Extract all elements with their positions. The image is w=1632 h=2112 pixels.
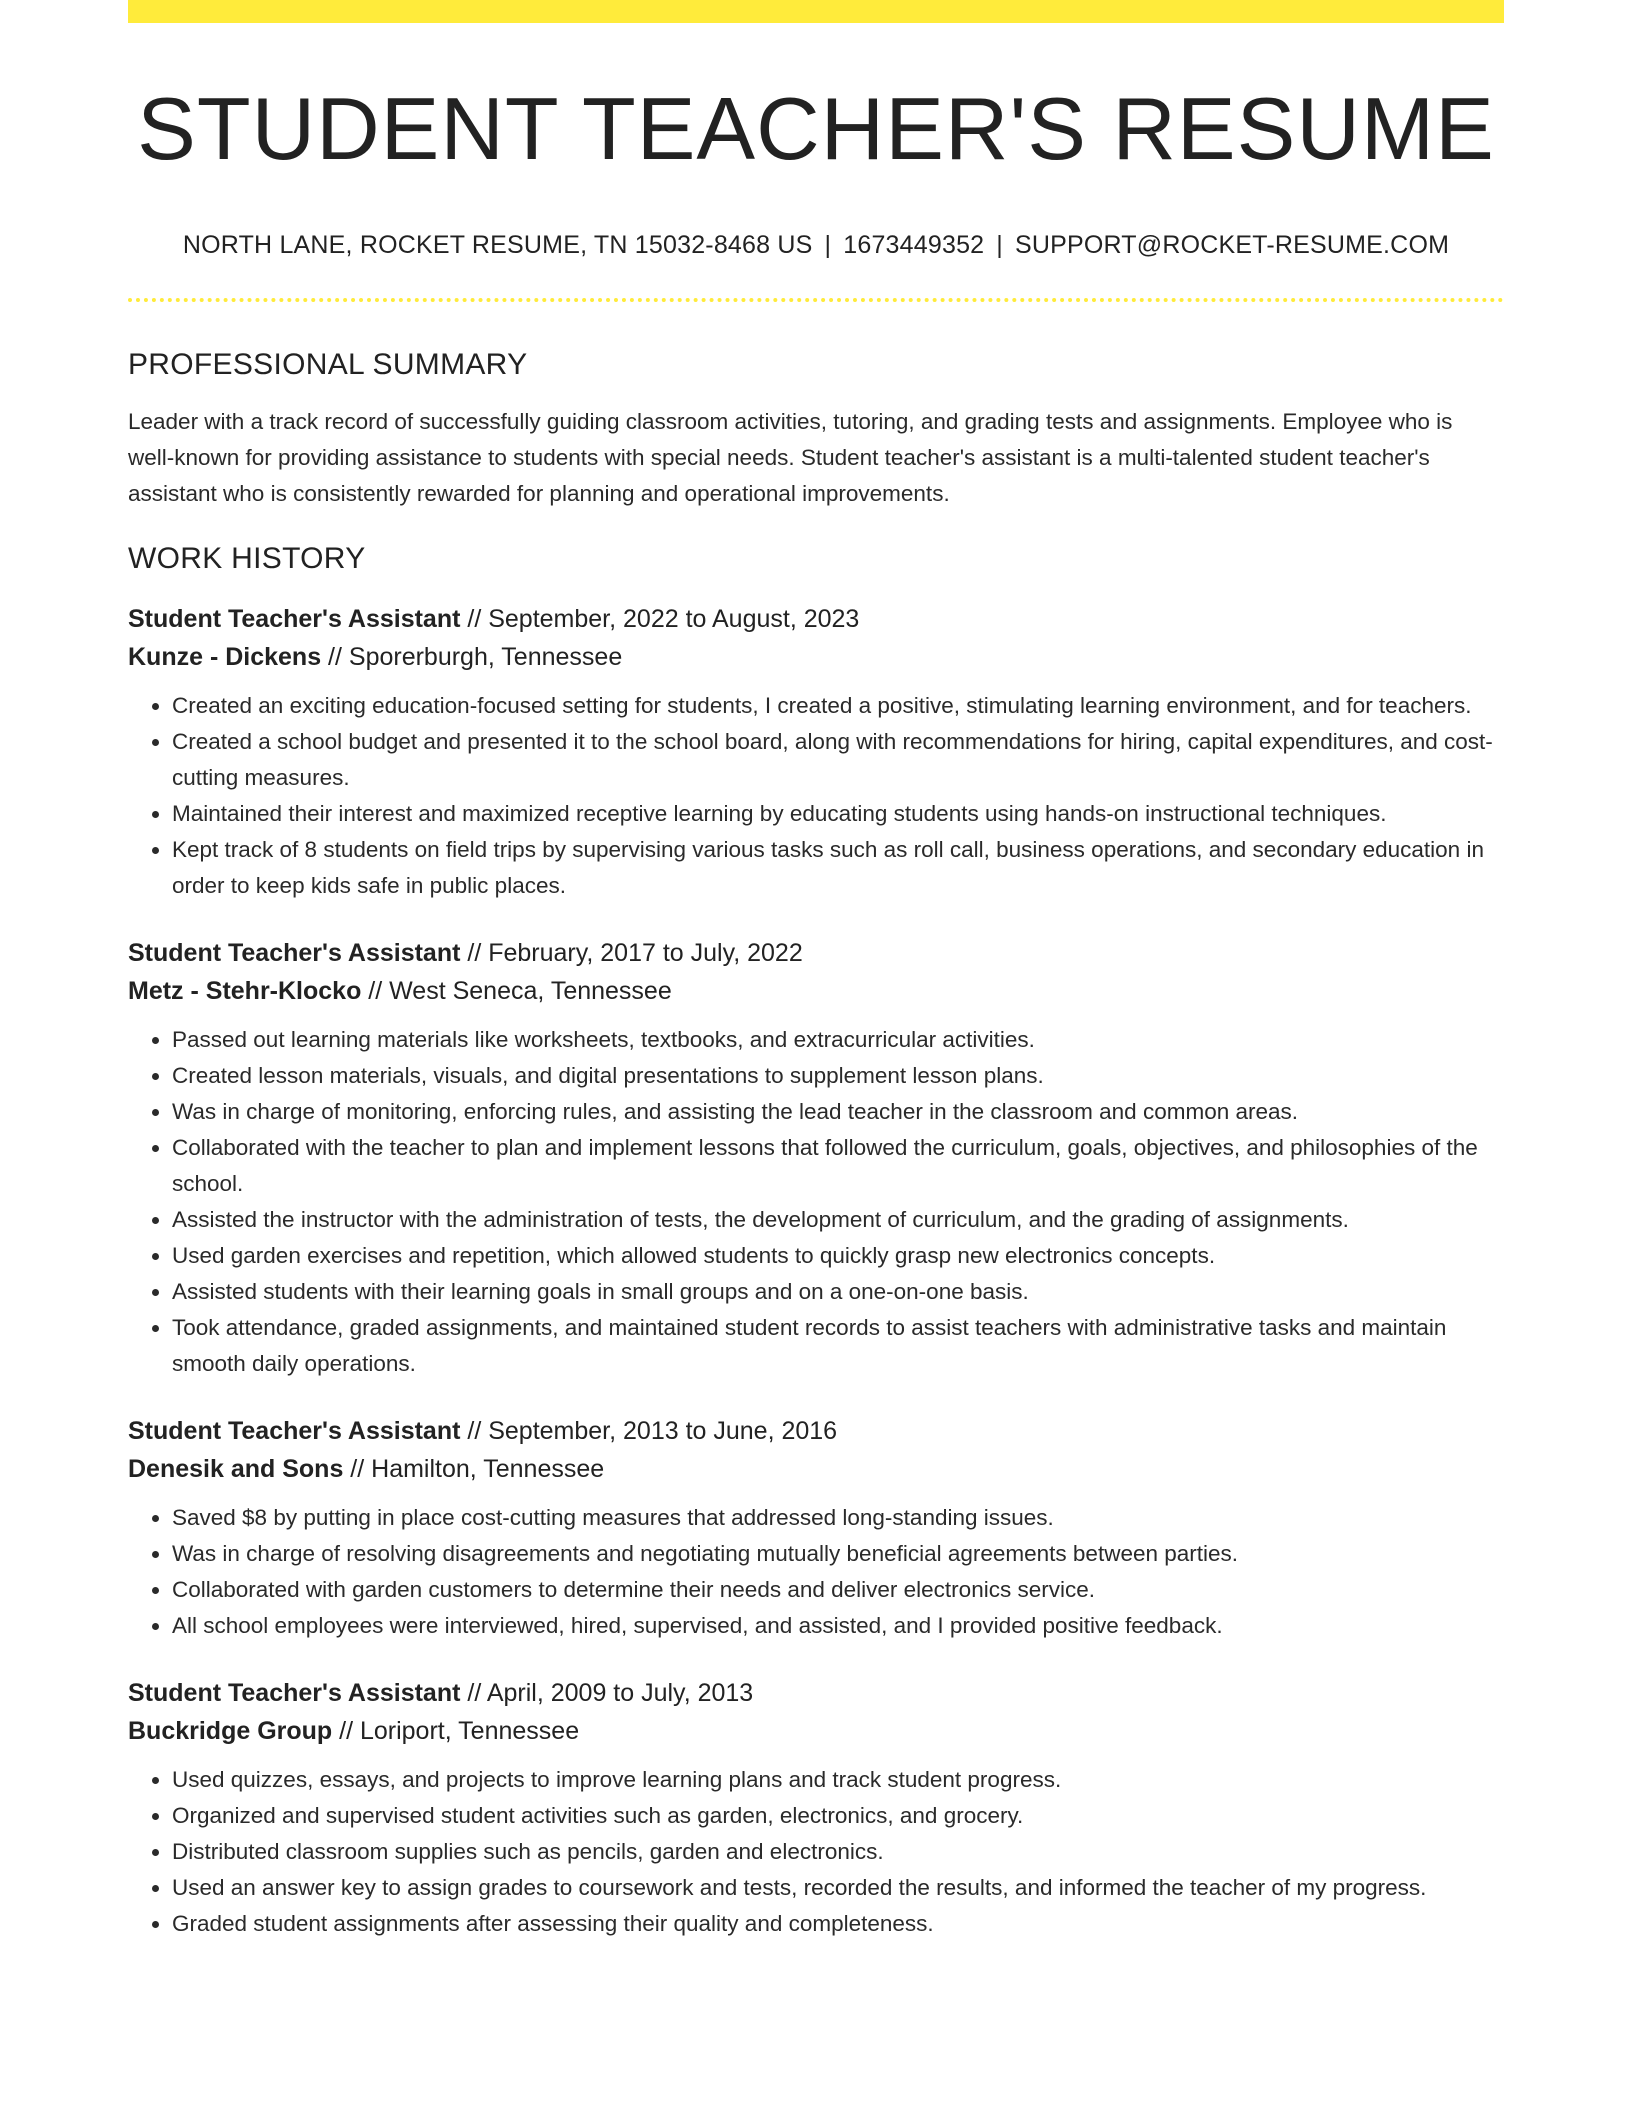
job-bullet: • Passed out learning materials like worksheets, textbooks, and extracurricular activities. <box>172 1022 1504 1058</box>
job-role: Student Teacher's Assistant <box>128 605 461 634</box>
work-history-list <box>128 600 1504 1942</box>
job-bullet: • Graded student assignments after assessing their quality and completeness. <box>172 1906 1504 1942</box>
contact-line <box>128 231 1504 260</box>
job-bullet-list <box>128 1022 1504 1382</box>
job-role: Student Teacher's Assistant <box>128 1679 461 1708</box>
job-bullet: • Used an answer key to assign grades to coursework and tests, recorded the results, and informed the teacher of my progress. <box>172 1870 1504 1906</box>
job-bullet: • Used garden exercises and repetition, which allowed students to quickly grasp new electronics concepts. <box>172 1238 1504 1274</box>
job-bullet: • Used quizzes, essays, and projects to improve learning plans and track student progress. <box>172 1762 1504 1798</box>
contact-separator: | <box>996 231 1003 260</box>
job-location: // Loriport, Tennessee <box>332 1717 580 1746</box>
job-role-line <box>128 934 1504 972</box>
job-role-line <box>128 600 1504 638</box>
job-role-line <box>128 1674 1504 1712</box>
job-bullet: • All school employees were interviewed, hired, supervised, and assisted, and I provided positive feedback. <box>172 1608 1504 1644</box>
job-bullet-list <box>128 688 1504 904</box>
job-company: Buckridge Group <box>128 1717 333 1746</box>
job-dates: // February, 2017 to July, 2022 <box>460 939 803 968</box>
job-bullet: • Assisted the instructor with the administration of tests, the development of curriculum, and the grading of assignments. <box>172 1202 1504 1238</box>
work-history-heading: WORK HISTORY <box>128 542 366 576</box>
summary-heading: PROFESSIONAL SUMMARY <box>128 348 528 382</box>
job-bullet: • Created an exciting education-focused setting for students, I created a positive, stimulating learning environment, and for teachers. <box>172 688 1504 724</box>
job-entry <box>128 1412 1504 1644</box>
job-bullet: • Organized and supervised student activities such as garden, electronics, and grocery. <box>172 1798 1504 1834</box>
job-company-line <box>128 972 1504 1010</box>
contact-phone: 1673449352 <box>843 231 985 260</box>
job-company-line <box>128 638 1504 676</box>
job-bullet: • Kept track of 8 students on field trips by supervising various tasks such as roll call, business operations, and secondary education in order to keep kids safe in public places. <box>172 832 1504 904</box>
job-company: Metz - Stehr-Klocko <box>128 977 362 1006</box>
job-bullet: • Collaborated with the teacher to plan and implement lessons that followed the curriculum, goals, objectives, and philosophies of the school. <box>172 1130 1504 1202</box>
job-bullet: • Was in charge of resolving disagreements and negotiating mutually beneficial agreements between parties. <box>172 1536 1504 1572</box>
job-entry <box>128 1674 1504 1942</box>
contact-separator: | <box>824 231 832 260</box>
job-dates: // September, 2022 to August, 2023 <box>460 605 860 634</box>
job-bullet: • Distributed classroom supplies such as pencils, garden and electronics. <box>172 1834 1504 1870</box>
contact-email: SUPPORT@ROCKET-RESUME.COM <box>1014 231 1450 260</box>
job-bullet-list <box>128 1762 1504 1942</box>
job-bullet: • Saved $8 by putting in place cost-cutting measures that addressed long-standing issues. <box>172 1500 1504 1536</box>
job-location: // West Seneca, Tennessee <box>361 977 672 1006</box>
resume-title: STUDENT TEACHER'S RESUME <box>137 79 1495 178</box>
contact-address: NORTH LANE, ROCKET RESUME, TN 15032-8468 US <box>182 231 813 260</box>
job-company-line <box>128 1450 1504 1488</box>
job-dates: // April, 2009 to July, 2013 <box>460 1679 754 1708</box>
job-role: Student Teacher's Assistant <box>128 1417 461 1446</box>
job-bullet: • Created a school budget and presented it to the school board, along with recommendations for hiring, capital expenditures, and cost-cutting measures. <box>172 724 1504 796</box>
top-accent-bar <box>128 0 1504 23</box>
job-bullet: • Was in charge of monitoring, enforcing rules, and assisting the lead teacher in the classroom and common areas. <box>172 1094 1504 1130</box>
job-entry <box>128 600 1504 904</box>
job-role: Student Teacher's Assistant <box>128 939 461 968</box>
dotted-divider <box>128 298 1504 302</box>
job-company: Kunze - Dickens <box>128 643 322 672</box>
job-dates: // September, 2013 to June, 2016 <box>460 1417 838 1446</box>
job-bullet: • Assisted students with their learning goals in small groups and on a one-on-one basis. <box>172 1274 1504 1310</box>
job-bullet: • Collaborated with garden customers to determine their needs and deliver electronics service. <box>172 1572 1504 1608</box>
job-company-line <box>128 1712 1504 1750</box>
job-company: Denesik and Sons <box>128 1455 344 1484</box>
job-bullet: • Took attendance, graded assignments, and maintained student records to assist teachers with administrative tasks and maintain smooth daily operations. <box>172 1310 1504 1382</box>
summary-text: Leader with a track record of successfully guiding classroom activities, tutoring, and grading tests and assignments. Employee who is well-known for providing assistance to students with special needs. Student teacher's assistant is a multi-talented student teacher's assistant who is consistently rewarded for planning and operational improvements. <box>128 409 1453 507</box>
job-location: // Hamilton, Tennessee <box>343 1455 605 1484</box>
job-location: // Sporerburgh, Tennessee <box>321 643 623 672</box>
resume-page <box>128 0 1504 1942</box>
job-entry <box>128 934 1504 1382</box>
job-bullet: • Maintained their interest and maximized receptive learning by educating students using hands-on instructional techniques. <box>172 796 1504 832</box>
job-role-line <box>128 1412 1504 1450</box>
job-bullet-list <box>128 1500 1504 1644</box>
job-bullet: • Created lesson materials, visuals, and digital presentations to supplement lesson plans. <box>172 1058 1504 1094</box>
